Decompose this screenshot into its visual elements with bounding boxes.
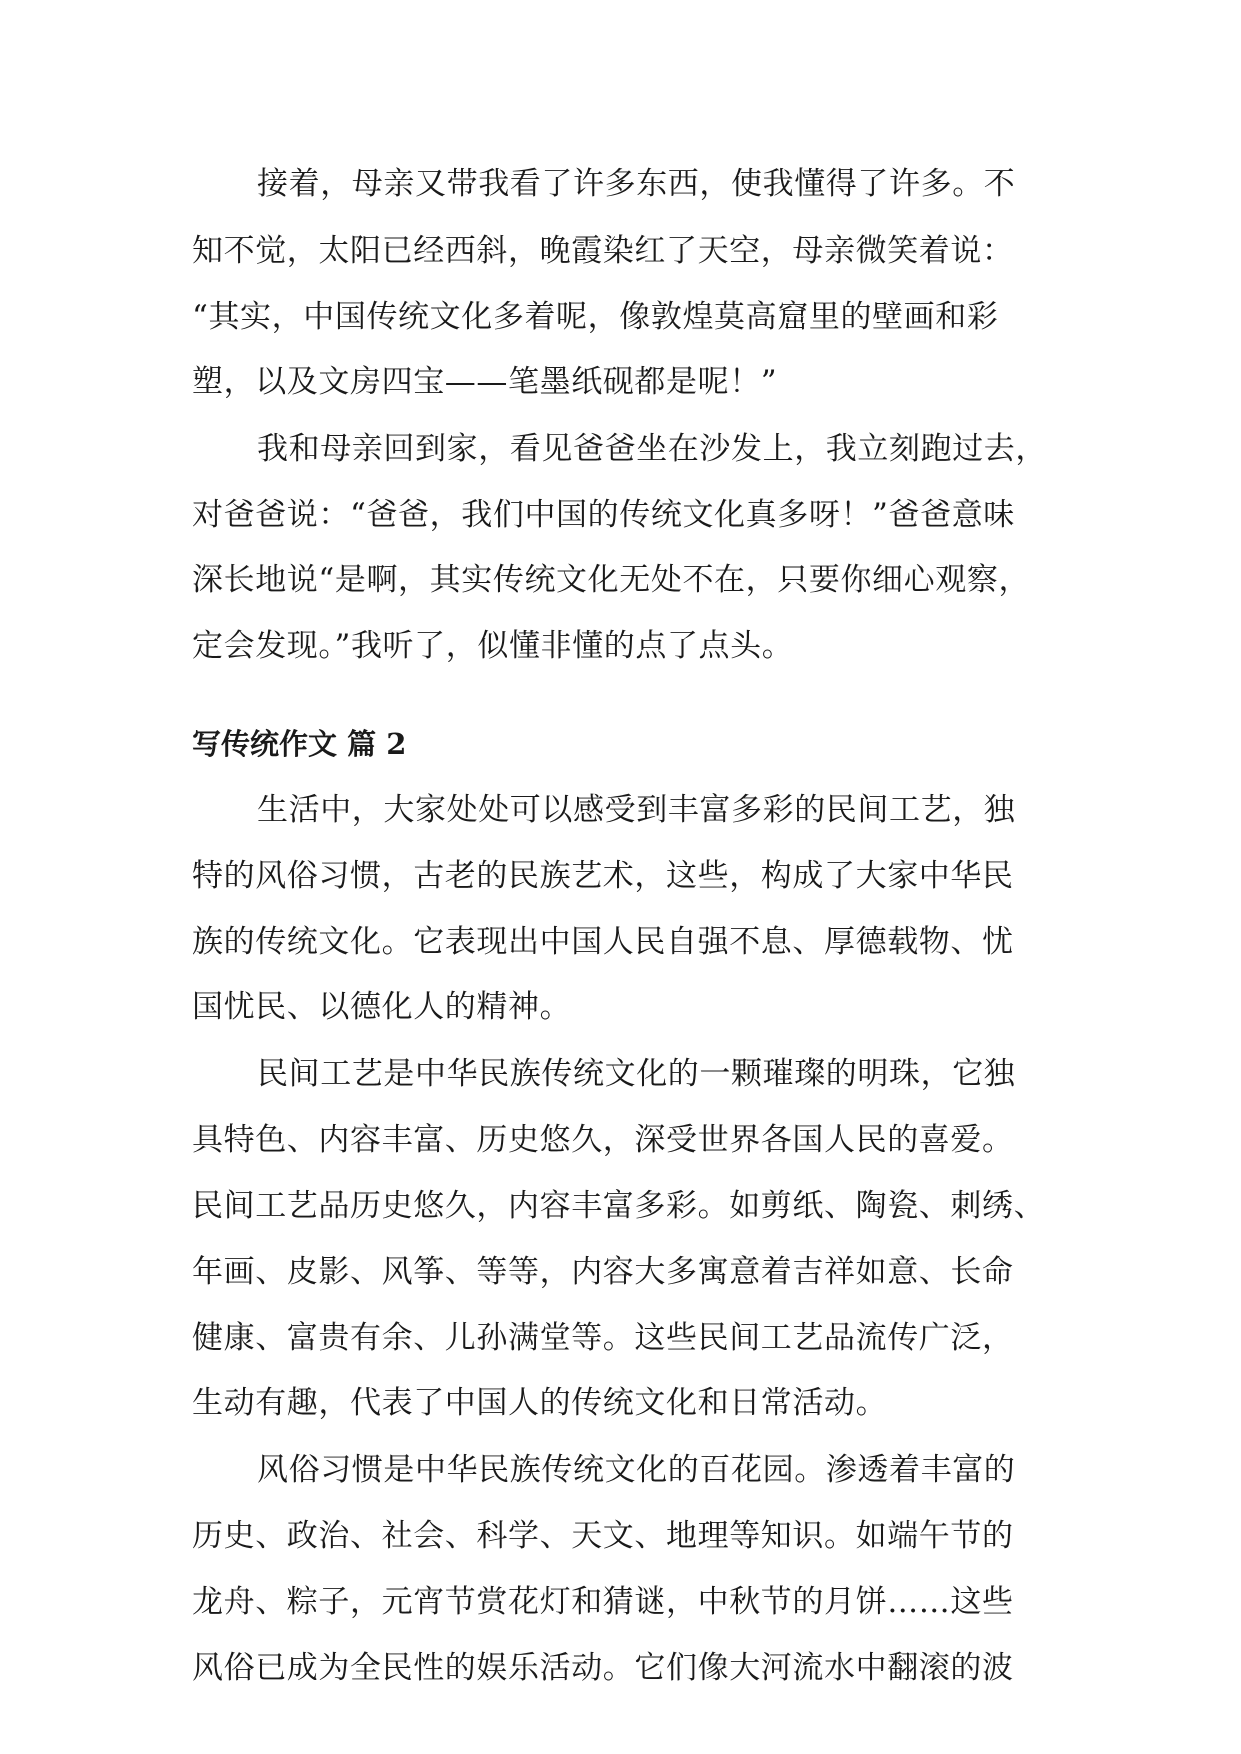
paragraph-3-line-2: 特的风俗习惯，古老的民族艺术，这些，构成了大家中华民	[192, 858, 1014, 894]
paragraph-1-line-4: 塑，以及文房四宝——笔墨纸砚都是呢！”	[192, 364, 778, 400]
paragraph-2-line-2: 对爸爸说：“爸爸，我们中国的传统文化真多呀！”爸爸意味	[192, 497, 1015, 533]
paragraph-2-line-1: 我和母亲回到家，看见爸爸坐在沙发上，我立刻跑过去，	[257, 431, 1047, 467]
paragraph-4-line-2: 具特色、内容丰富、历史悠久，深受世界各国人民的喜爱。	[192, 1122, 1014, 1158]
paragraph-5-line-4: 风俗已成为全民性的娱乐活动。它们像大河流水中翻滚的波	[192, 1650, 1014, 1686]
paragraph-5-line-1: 风俗习惯是中华民族传统文化的百花园。渗透着丰富的	[257, 1452, 1016, 1488]
paragraph-2-line-3: 深长地说“是啊，其实传统文化无处不在，只要你细心观察，	[192, 562, 1031, 598]
paragraph-3-line-1: 生活中，大家处处可以感受到丰富多彩的民间工艺，独	[257, 792, 1016, 828]
paragraph-4-line-4: 年画、皮影、风筝、等等，内容大多寓意着吉祥如意、长命	[192, 1254, 1014, 1290]
paragraph-2-line-4: 定会发现。”我听了，似懂非懂的点了点头。	[192, 628, 794, 664]
section-heading: 写传统作文 篇 2	[192, 727, 407, 761]
paragraph-3-line-4: 国忧民、以德化人的精神。	[192, 989, 572, 1025]
paragraph-4-line-5: 健康、富贵有余、儿孙满堂等。这些民间工艺品流传广泛，	[192, 1320, 1014, 1356]
paragraph-4-line-1: 民间工艺是中华民族传统文化的一颗璀璨的明珠，它独	[257, 1056, 1016, 1092]
paragraph-5-line-2: 历史、政治、社会、科学、天文、地理等知识。如端午节的	[192, 1518, 1014, 1554]
paragraph-1-line-3: “其实，中国传统文化多着呢，像敦煌莫高窟里的壁画和彩	[192, 299, 999, 335]
paragraph-4-line-3: 民间工艺品历史悠久，内容丰富多彩。如剪纸、陶瓷、刺绣、	[192, 1188, 1046, 1224]
paragraph-5-line-3: 龙舟、粽子，元宵节赏花灯和猜谜，中秋节的月饼……这些	[192, 1584, 1014, 1620]
paragraph-1-line-1: 接着，母亲又带我看了许多东西，使我懂得了许多。不	[257, 166, 1016, 202]
paragraph-4-line-6: 生动有趣，代表了中国人的传统文化和日常活动。	[192, 1385, 888, 1421]
paragraph-3-line-3: 族的传统文化。它表现出中国人民自强不息、厚德载物、忧	[192, 924, 1014, 960]
paragraph-1-line-2: 知不觉，太阳已经西斜，晚霞染红了天空，母亲微笑着说：	[192, 233, 1014, 269]
